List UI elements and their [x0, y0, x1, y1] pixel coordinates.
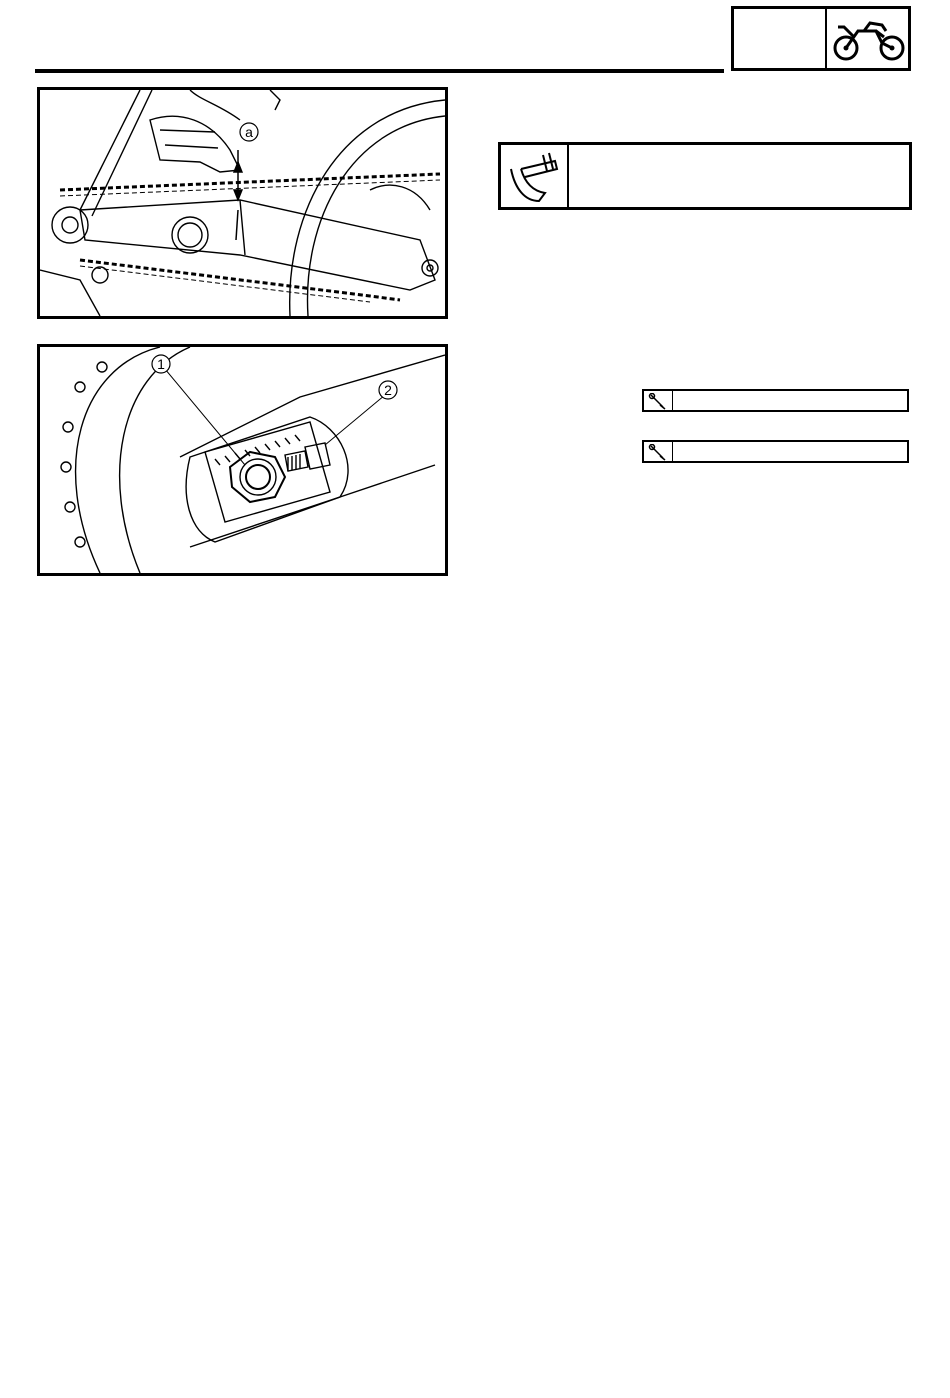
- caliper-icon: [505, 149, 563, 205]
- torque-wrench-icon: [648, 444, 668, 461]
- chain-slack-illustration: [40, 90, 445, 316]
- axle-adjuster-figure: [37, 344, 448, 576]
- section-divider: [825, 9, 827, 68]
- axle-adjuster-illustration: [40, 347, 445, 573]
- torque-spec-1: [642, 389, 909, 412]
- spec-box: [498, 142, 912, 210]
- torque-spec-2: [642, 440, 909, 463]
- torque-icon-cell-1: [644, 391, 673, 410]
- section-tab: [731, 6, 911, 71]
- header-rule: [35, 69, 724, 73]
- section-code: [734, 9, 825, 68]
- torque-wrench-icon: [648, 393, 668, 410]
- torque-icon-cell-2: [644, 442, 673, 461]
- chain-slack-figure: [37, 87, 448, 319]
- callout-a: a: [245, 124, 253, 140]
- callout-2: 2: [384, 382, 392, 398]
- spec-icon-cell: [501, 145, 569, 207]
- callout-1: 1: [157, 356, 165, 372]
- motorcycle-icon: [830, 15, 908, 65]
